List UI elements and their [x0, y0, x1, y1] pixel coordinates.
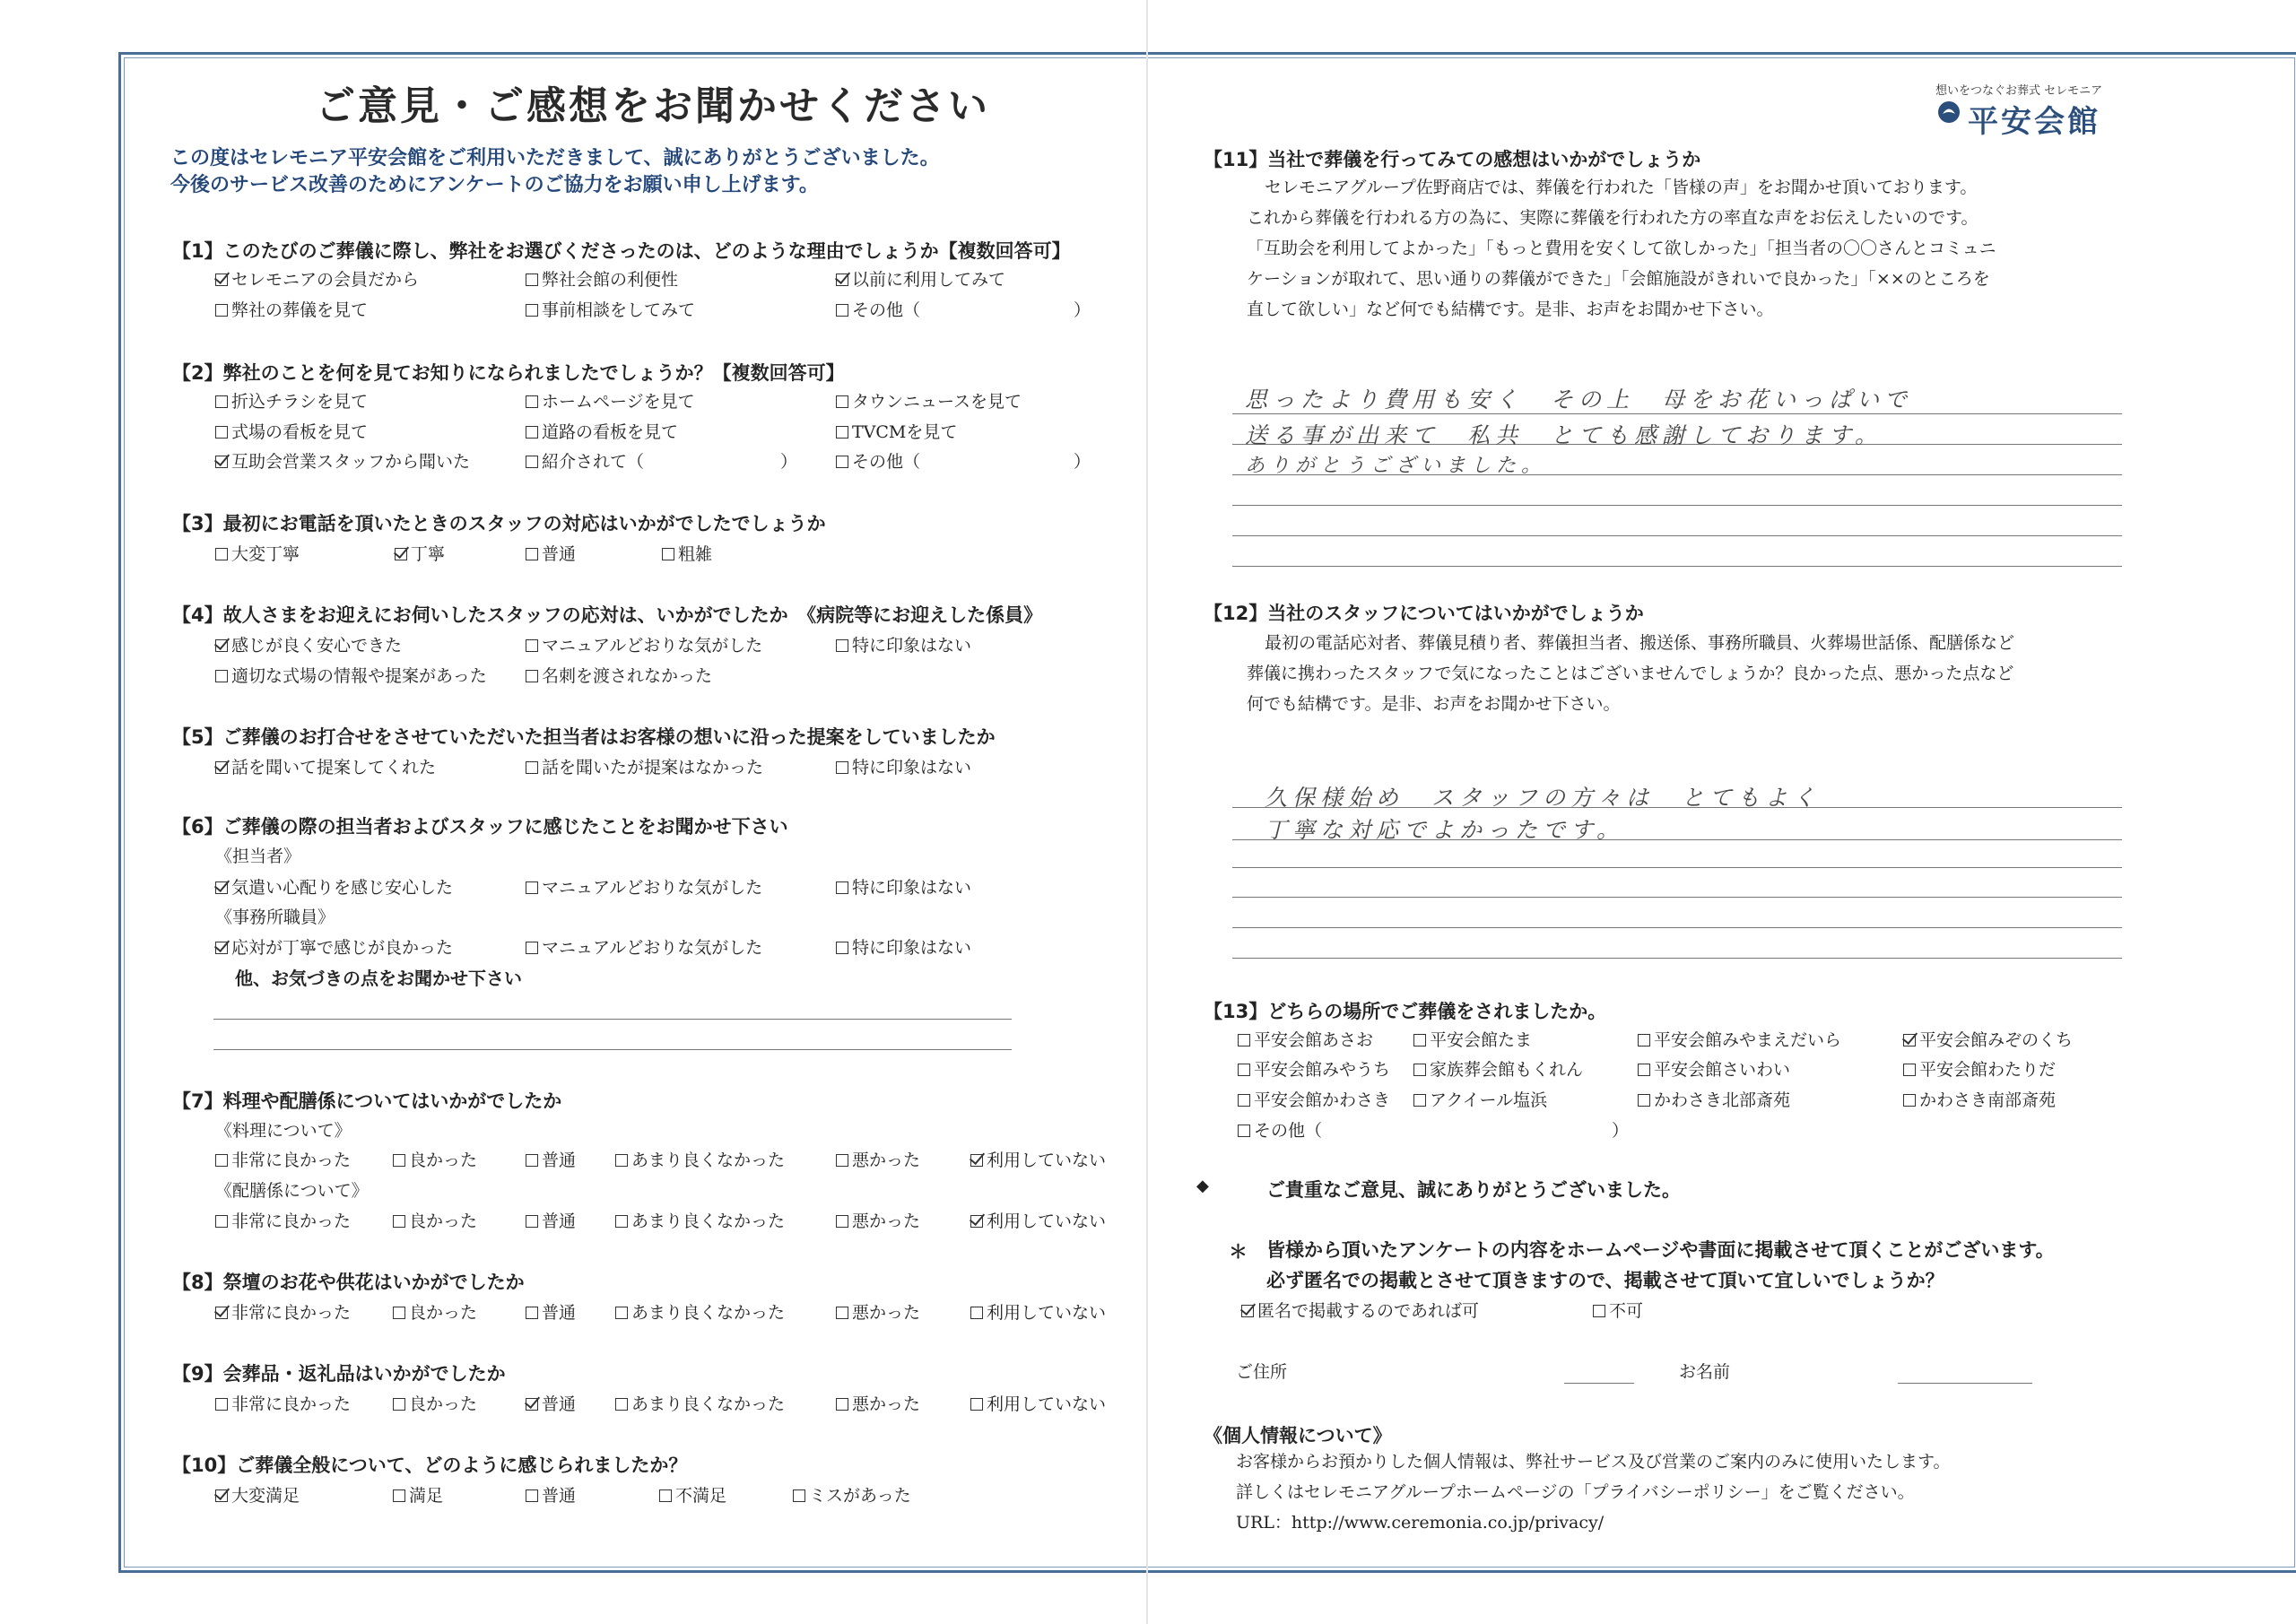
checkbox[interactable]: [836, 1154, 848, 1167]
q7-serving-option[interactable]: [615, 1208, 785, 1232]
q12-answer-line[interactable]: [1232, 927, 2122, 928]
q11-answer-line[interactable]: [1232, 535, 2122, 536]
checkbox[interactable]: [526, 1307, 538, 1319]
q7-food-option-label: 普通: [542, 1151, 577, 1170]
q7-serving-option[interactable]: [970, 1208, 1106, 1232]
q8-option[interactable]: [836, 1299, 920, 1324]
q11-handwritten-answer: 思ったより費用も安く その上 母をお花いっぱいで: [1245, 386, 1913, 413]
checkbox[interactable]: [659, 1489, 672, 1502]
q6-title: 【6】ご葬儀の際の担当者およびスタッフに感じたことをお聞かせ下さい: [172, 816, 788, 838]
q7-food-option-label: あまり良くなかった: [631, 1151, 786, 1170]
checkbox[interactable]: [526, 304, 538, 317]
q5-title: 【5】ご葬儀のお打合せをさせていただいた担当者はお客様の想いに沿った提案をしていましたか: [172, 726, 996, 748]
q7-serving-option-label: 悪かった: [852, 1211, 921, 1231]
checkbox[interactable]: [836, 456, 848, 468]
q9-option-label: 良かった: [409, 1394, 478, 1414]
checkbox-checked[interactable]: [215, 274, 228, 286]
checkbox[interactable]: [393, 1215, 405, 1228]
q6-other-label: 他、お気づきの点をお聞かせ下さい: [235, 968, 522, 989]
q1-option[interactable]: セレモニアの会員だから: [215, 266, 419, 291]
intro-line-1: この度はセレモニア平安会館をご利用いただきまして、誠にありがとうございました。: [170, 147, 940, 169]
q5-option[interactable]: 特に印象はない: [836, 754, 971, 778]
checkbox[interactable]: [215, 304, 228, 317]
q7-serving-option-label: 利用していない: [987, 1211, 1107, 1231]
checkbox[interactable]: [836, 881, 848, 894]
q13-option[interactable]: 平安会館みやまえだいら: [1638, 1027, 1841, 1051]
q7-serving-option[interactable]: [836, 1208, 920, 1232]
q8-option-label: 悪かった: [852, 1303, 921, 1323]
checkbox[interactable]: [215, 1398, 228, 1411]
q6-option[interactable]: 応対が丁寧で感じが良かった: [215, 934, 453, 959]
q9-option-label: 非常に良かった: [231, 1394, 352, 1414]
q6-answer-line[interactable]: [213, 1049, 1012, 1050]
q10-option[interactable]: 満足: [393, 1482, 443, 1507]
q9-option[interactable]: [970, 1391, 1106, 1415]
q2-option[interactable]: 紹介されて（ ）: [526, 448, 797, 473]
publish-line-2: 必ず匿名での掲載とさせて頂きますので、掲載させて頂いて宜しいでしょうか？: [1266, 1270, 1944, 1291]
q2-option[interactable]: タウンニュースを見て: [836, 388, 1022, 413]
checkbox[interactable]: [662, 548, 674, 560]
checkbox[interactable]: [615, 1398, 628, 1411]
checkbox[interactable]: [526, 426, 538, 439]
q7-serving-option-label: 普通: [542, 1211, 577, 1231]
checkbox[interactable]: [393, 1398, 405, 1411]
q1-option[interactable]: 弊社の葬儀を見て: [215, 297, 368, 321]
q8-option[interactable]: [615, 1299, 785, 1324]
privacy-body-line: お客様からお預かりした個人情報は、弊社サービス及び営業のご案内のみに使用いたします。: [1236, 1452, 1951, 1472]
checkbox[interactable]: [215, 1154, 228, 1167]
q6-option[interactable]: マニュアルどおりな気がした: [526, 934, 762, 959]
privacy-title: 《個人情報について》: [1204, 1425, 1392, 1446]
checkbox[interactable]: [836, 395, 848, 408]
checkbox[interactable]: [215, 670, 228, 682]
q3-title: 【3】最初にお電話を頂いたときのスタッフの対応はいかがでしたでしょうか: [172, 513, 826, 534]
checkbox[interactable]: [836, 761, 848, 774]
checkbox-checked[interactable]: [970, 1215, 983, 1228]
q13-title: 【13】どちらの場所でご葬儀をされましたか。: [1204, 1001, 1607, 1022]
q7-food-option[interactable]: [393, 1147, 477, 1171]
q8-option-label: 利用していない: [987, 1303, 1107, 1323]
publish-option-deny[interactable]: 不可: [1593, 1298, 1643, 1322]
q7-food-option-label: 悪かった: [852, 1151, 921, 1170]
q7-title: 【7】料理や配膳係についてはいかがでしたか: [172, 1090, 562, 1112]
checkbox[interactable]: [215, 1215, 228, 1228]
checkbox[interactable]: [393, 1489, 405, 1502]
q9-title: 【9】会葬品・返礼品はいかがでしたか: [172, 1363, 506, 1385]
q3-option[interactable]: 丁寧: [395, 541, 445, 565]
checkbox[interactable]: [1903, 1094, 1916, 1107]
logo-mark-icon: [1937, 100, 1961, 124]
q9-option[interactable]: [615, 1391, 785, 1415]
q8-option[interactable]: [970, 1299, 1106, 1324]
privacy-body-line: 詳しくはセレモニアグループホームページの「プライバシーポリシー」をご覧ください。: [1236, 1482, 1915, 1502]
q7-serving-options: [215, 1208, 1130, 1233]
q12-handwritten-answer: 久保様始め スタッフの方々は とてもよく: [1265, 785, 1822, 811]
q7-serving-option[interactable]: [393, 1208, 477, 1232]
q7-serving-option[interactable]: [526, 1208, 576, 1232]
checkbox[interactable]: [1238, 1064, 1250, 1076]
checkbox-checked[interactable]: [836, 274, 848, 286]
q7-sub-food: 《料理について》: [215, 1121, 352, 1141]
q2-option[interactable]: 折込チラシを見て: [215, 388, 368, 413]
checkbox[interactable]: [836, 942, 848, 954]
checkbox[interactable]: [526, 881, 538, 894]
q1-option[interactable]: その他（ ）: [836, 297, 1091, 321]
q12-body-line: 何でも結構です。是非、お声をお聞かせ下さい。: [1247, 694, 1621, 714]
checkbox-checked[interactable]: [1903, 1034, 1916, 1046]
q7-food-options: [215, 1147, 1130, 1172]
q8-title: 【8】祭壇のお花や供花はいかがでしたか: [172, 1272, 525, 1293]
publish-option-allow[interactable]: 匿名で掲載するのであれば可: [1241, 1298, 1479, 1322]
q11-body-line: セレモニアグループ佐野商店では、葬儀を行われた「皆様の声」をお聞かせ頂いております。: [1265, 178, 1978, 197]
q4-option[interactable]: 特に印象はない: [836, 632, 971, 656]
checkbox-checked[interactable]: [215, 1307, 228, 1319]
checkbox[interactable]: [1903, 1064, 1916, 1076]
q7-food-option[interactable]: [526, 1147, 576, 1171]
checkbox[interactable]: [1593, 1305, 1605, 1317]
q6-option[interactable]: 特に印象はない: [836, 874, 971, 899]
q13-option[interactable]: 平安会館みぞのくち: [1903, 1027, 2073, 1051]
q7-serving-option-label: 非常に良かった: [231, 1211, 352, 1231]
q13-option[interactable]: 平安会館あさお: [1238, 1027, 1373, 1051]
checkbox-checked[interactable]: [215, 761, 228, 774]
q12-title: 【12】当社のスタッフについてはいかがでしょうか: [1204, 603, 1644, 624]
q6-option[interactable]: 特に印象はない: [836, 934, 971, 959]
q11-body-line: ケーションが取れて、思い通りの葬儀ができた」「会館施設がきれいで良かった」「××のところを: [1247, 269, 1990, 289]
q7-food-option-label: 非常に良かった: [231, 1151, 352, 1170]
q2-option[interactable]: その他（ ）: [836, 448, 1091, 473]
q2-title: 【2】弊社のことを何を見てお知りになられましたでしょうか？【複数回答可】: [172, 362, 845, 384]
checkbox-checked[interactable]: [215, 456, 228, 468]
checkbox[interactable]: [215, 548, 228, 560]
q1-option[interactable]: 以前に利用してみて: [836, 266, 1005, 291]
q1-option[interactable]: 弊社会館の利便性: [526, 266, 678, 291]
q7-food-option[interactable]: [615, 1147, 785, 1171]
checkbox[interactable]: [970, 1398, 983, 1411]
q11-body-line: これから葬儀を行われる方の為に、実際に葬儀を行われた方の率直な声をお伝えしたいのです。: [1247, 208, 1979, 228]
checkbox[interactable]: [793, 1489, 805, 1502]
q8-option-label: 非常に良かった: [231, 1303, 352, 1323]
q10-option[interactable]: 不満足: [659, 1482, 726, 1507]
checkbox[interactable]: [836, 1307, 848, 1319]
checkbox[interactable]: [526, 395, 538, 408]
q13-option[interactable]: 平安会館わたりだ: [1903, 1056, 2056, 1081]
q7-sub-serving: 《配膳係について》: [215, 1181, 369, 1201]
checkbox[interactable]: [615, 1307, 628, 1319]
q12-body-line: 最初の電話応対者、葬儀見積り者、葬儀担当者、搬送係、事務所職員、火葬場世話係、配膳係など: [1265, 633, 2015, 653]
q7-food-option-label: 利用していない: [987, 1151, 1107, 1170]
checkbox[interactable]: [970, 1307, 983, 1319]
checkbox[interactable]: [836, 304, 848, 317]
checkbox[interactable]: [526, 1154, 538, 1167]
checkbox[interactable]: [836, 1215, 848, 1228]
q6-option[interactable]: 気遣い心配りを感じ安心した: [215, 874, 453, 899]
checkbox[interactable]: [526, 670, 538, 682]
q9-option[interactable]: [215, 1391, 351, 1415]
q9-option[interactable]: [526, 1391, 576, 1415]
q8-option-label: あまり良くなかった: [631, 1303, 786, 1323]
checkbox[interactable]: [526, 761, 538, 774]
q9-options: [215, 1391, 1130, 1416]
checkbox[interactable]: [1413, 1064, 1426, 1076]
address-label: ご住所: [1236, 1362, 1288, 1382]
checkbox[interactable]: [393, 1154, 405, 1167]
checkbox[interactable]: [1638, 1064, 1650, 1076]
q7-food-option[interactable]: [836, 1147, 920, 1171]
q4-option[interactable]: 適切な式場の情報や提案があった: [215, 663, 487, 687]
q12-body-line: 葬儀に携わったスタッフで気になったことはございませんでしょうか？良かった点、悪かった点など: [1247, 664, 2014, 683]
logo-text: 平安会館: [1968, 104, 2100, 140]
diamond-icon: ◆: [1196, 1177, 1209, 1195]
q2-option[interactable]: 道路の看板を見て: [526, 419, 678, 443]
q11-answer-line[interactable]: [1232, 505, 2122, 506]
checkbox[interactable]: [836, 426, 848, 439]
intro-line-2: 今後のサービス改善のためにアンケートのご協力をお願い申し上げます。: [170, 174, 819, 196]
q13-option[interactable]: その他（ ）: [1238, 1117, 1629, 1142]
q3-option[interactable]: 大変丁寧: [215, 541, 300, 565]
checkbox-checked[interactable]: [215, 1489, 228, 1502]
checkbox[interactable]: [526, 456, 538, 468]
checkbox[interactable]: [526, 1489, 538, 1502]
checkbox[interactable]: [1638, 1034, 1650, 1046]
q13-option[interactable]: 家族葬会館もくれん: [1413, 1056, 1583, 1081]
q7-serving-option-label: あまり良くなかった: [631, 1211, 786, 1231]
q8-option[interactable]: [215, 1299, 351, 1324]
q9-option-label: あまり良くなかった: [631, 1394, 786, 1414]
q13-option[interactable]: 平安会館たま: [1413, 1027, 1532, 1051]
q4-option[interactable]: 名刺を渡されなかった: [526, 663, 712, 687]
q8-option[interactable]: [526, 1299, 576, 1324]
q1-option[interactable]: 事前相談をしてみて: [526, 297, 695, 321]
checkbox[interactable]: [526, 639, 538, 652]
checkbox[interactable]: [836, 639, 848, 652]
q13-option[interactable]: 平安会館さいわい: [1638, 1056, 1790, 1081]
q4-option[interactable]: 感じが良く安心できた: [215, 632, 402, 656]
q13-option[interactable]: アクイール塩浜: [1413, 1087, 1547, 1111]
checkbox[interactable]: [1238, 1125, 1250, 1137]
checkbox[interactable]: [615, 1154, 628, 1167]
q7-food-option-label: 良かった: [409, 1151, 478, 1170]
q13-option[interactable]: かわさき南部斎苑: [1903, 1087, 2056, 1111]
q11-answer-line[interactable]: [1232, 566, 2122, 567]
q7-serving-option-label: 良かった: [409, 1211, 478, 1231]
asterisk-icon: ＊: [1229, 1241, 1248, 1263]
q5-option[interactable]: 話を聞いて提案してくれた: [215, 754, 436, 778]
q8-options: [215, 1299, 1130, 1324]
name-label: お名前: [1679, 1362, 1731, 1382]
address-field[interactable]: [1564, 1383, 1634, 1384]
q11-body-line: 「互助会を利用してよかった」「もっと費用を安くして欲しかった」「担当者の〇〇さんとコミュニ: [1247, 239, 1996, 258]
logo-tagline: 想いをつなぐお葬式 セレモニア: [1935, 84, 2103, 98]
q9-option-label: 悪かった: [852, 1394, 921, 1414]
q11-handwritten-answer: ありがとうございました。: [1245, 455, 1547, 477]
q11-title: 【11】当社で葬儀を行ってみての感想はいかがでしょうか: [1204, 149, 1701, 170]
checkbox[interactable]: [526, 1215, 538, 1228]
q12-handwritten-answer: 丁寧な対応でよかったです。: [1265, 817, 1625, 843]
checkbox-checked[interactable]: [215, 639, 228, 652]
q12-answer-line[interactable]: [1232, 958, 2122, 959]
checkbox[interactable]: [1238, 1034, 1250, 1046]
publish-line-1: 皆様から頂いたアンケートの内容をホームページや書面に掲載させて頂くことがございます。: [1266, 1239, 2055, 1261]
q4-title: 【4】故人さまをお迎えにお伺いしたスタッフの応対は、いかがでしたか 《病院等にお迎えした係員》: [172, 604, 1043, 626]
q3-option[interactable]: 普通: [526, 541, 576, 565]
q9-option-label: 普通: [542, 1394, 577, 1414]
q10-title: 【10】ご葬儀全般について、どのように感じられましたか？: [172, 1455, 688, 1476]
checkbox[interactable]: [836, 1398, 848, 1411]
thanks-message: ご貴重なご意見、誠にありがとうございました。: [1266, 1179, 1681, 1201]
q13-option[interactable]: かわさき北部斎苑: [1638, 1087, 1790, 1111]
q11-handwritten-answer: 送る事が出来て 私共 とても感謝しております。: [1245, 422, 1883, 448]
checkbox-checked[interactable]: [215, 881, 228, 894]
name-field[interactable]: [1898, 1383, 2032, 1384]
q2-option[interactable]: 式場の看板を見て: [215, 419, 368, 443]
q6-option[interactable]: マニュアルどおりな気がした: [526, 874, 762, 899]
q10-option[interactable]: 大変満足: [215, 1482, 300, 1507]
checkbox[interactable]: [615, 1215, 628, 1228]
q13-option[interactable]: 平安会館かわさき: [1238, 1087, 1390, 1111]
q2-option[interactable]: 互助会営業スタッフから聞いた: [215, 448, 470, 473]
q2-option[interactable]: TVCMを見て: [836, 419, 957, 443]
checkbox[interactable]: [215, 426, 228, 439]
q4-option[interactable]: マニュアルどおりな気がした: [526, 632, 762, 656]
checkbox[interactable]: [1413, 1034, 1426, 1046]
q8-option-label: 普通: [542, 1303, 577, 1323]
q6-sub-office: 《事務所職員》: [215, 908, 335, 927]
checkbox[interactable]: [215, 395, 228, 408]
checkbox[interactable]: [526, 274, 538, 286]
checkbox[interactable]: [393, 1307, 405, 1319]
q8-option[interactable]: [393, 1299, 477, 1324]
checkbox[interactable]: [526, 942, 538, 954]
q12-answer-line[interactable]: [1232, 867, 2122, 868]
q10-option[interactable]: 普通: [526, 1482, 576, 1507]
q3-option[interactable]: 粗雑: [662, 541, 712, 565]
q9-option[interactable]: [836, 1391, 920, 1415]
checkbox-checked[interactable]: [526, 1398, 538, 1411]
q9-option[interactable]: [393, 1391, 477, 1415]
q6-answer-line[interactable]: [213, 1019, 1012, 1020]
q9-option-label: 利用していない: [987, 1394, 1107, 1414]
q11-body-line: 直して欲しい」など何でも結構です。是非、お声をお聞かせ下さい。: [1247, 300, 1774, 319]
q7-serving-option[interactable]: [215, 1208, 351, 1232]
page-fold: [1146, 0, 1148, 1624]
privacy-url[interactable]: URL：http://www.ceremonia.co.jp/privacy/: [1236, 1513, 1605, 1533]
checkbox-checked[interactable]: [1241, 1305, 1254, 1317]
checkbox[interactable]: [1238, 1094, 1250, 1107]
q1-title: 【1】このたびのご葬儀に際し、弊社をお選びくださったのは、どのような理由でしょうか【複数回答可】: [172, 240, 1071, 262]
checkbox-checked[interactable]: [395, 548, 407, 560]
checkbox[interactable]: [1413, 1094, 1426, 1107]
q2-option[interactable]: ホームページを見て: [526, 388, 695, 413]
q5-option[interactable]: 話を聞いたが提案はなかった: [526, 754, 763, 778]
checkbox[interactable]: [526, 548, 538, 560]
q6-sub-staff: 《担当者》: [215, 847, 301, 866]
q7-food-option[interactable]: [215, 1147, 351, 1171]
q7-food-option[interactable]: [970, 1147, 1106, 1171]
page-title: ご意見・ご感想をお聞かせください: [316, 83, 990, 129]
checkbox-checked[interactable]: [215, 942, 228, 954]
checkbox-checked[interactable]: [970, 1154, 983, 1167]
q12-answer-line[interactable]: [1232, 897, 2122, 898]
q13-option[interactable]: 平安会館みやうち: [1238, 1056, 1390, 1081]
q8-option-label: 良かった: [409, 1303, 478, 1323]
q10-option[interactable]: ミスがあった: [793, 1482, 911, 1507]
checkbox[interactable]: [1638, 1094, 1650, 1107]
